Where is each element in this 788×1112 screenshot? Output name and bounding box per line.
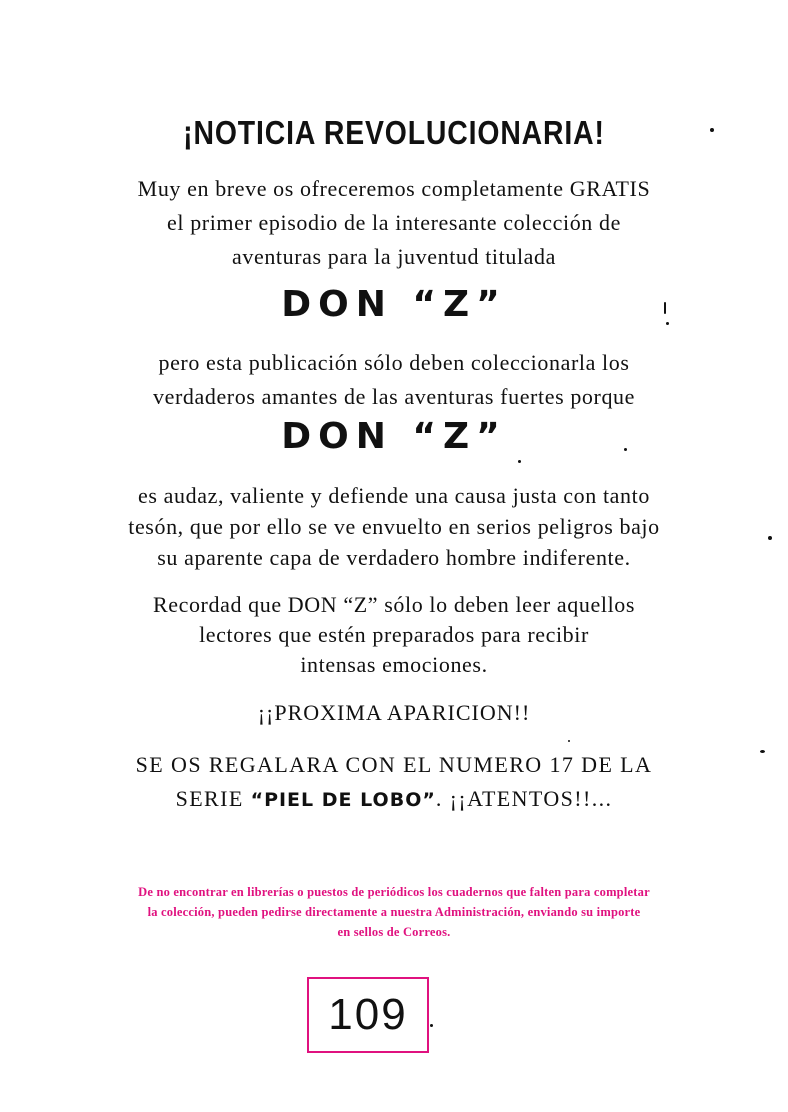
- intro-paragraph: [0, 172, 788, 274]
- announcement: ¡¡PROXIMA APARICION!!: [257, 700, 531, 725]
- description-line: su aparente capa de verdadero hombre indiferente.: [157, 545, 631, 570]
- print-speck: [430, 1024, 433, 1027]
- footer-notice: [0, 882, 788, 942]
- print-speck: [664, 302, 666, 314]
- intro-line: el primer episodio de la interesante colección de: [167, 210, 621, 235]
- description-line: tesón, que por ello se ve envuelto en serios peligros bajo: [128, 514, 660, 539]
- middle-paragraph: [0, 346, 788, 414]
- gift-line-2: [0, 782, 788, 816]
- notice-line: la colección, pueden pedirse directamente a nuestra Administración, enviando su importe: [147, 905, 641, 919]
- page-number-box: [307, 977, 429, 1053]
- print-speck: [666, 322, 669, 325]
- intro-line: aventuras para la juventud titulada: [232, 244, 556, 269]
- middle-line: verdaderos amantes de las aventuras fuertes porque: [152, 384, 636, 409]
- gift-line-1: SE OS REGALARA CON EL NUMERO 17 DE LA: [135, 752, 653, 777]
- warning-line: lectores que estén preparados para recibir: [199, 622, 589, 647]
- print-speck: [760, 750, 765, 753]
- headline: ¡NOTICIA REVOLUCIONARIA!: [183, 114, 605, 151]
- print-speck: [518, 460, 521, 463]
- print-speck: [768, 536, 772, 540]
- gift-suffix: . ¡¡ATENTOS!!...: [435, 786, 613, 811]
- intro-line: Muy en breve os ofreceremos completamente GRATIS: [137, 176, 651, 201]
- notice-line: De no encontrar en librerías o puestos de periódicos los cuadernos que falten para completar: [138, 885, 650, 899]
- page-number: 109: [328, 990, 408, 1039]
- gift-paragraph: [0, 748, 788, 816]
- middle-line: pero esta publicación sólo deben coleccionarla los: [158, 350, 630, 375]
- series-name: “PIEL DE LOBO”: [250, 789, 436, 811]
- notice-line: en sellos de Correos.: [337, 925, 451, 939]
- don-z-title: DON “Z”: [281, 284, 507, 325]
- warning-line: Recordad que DON “Z” sólo lo deben leer aquellos: [152, 592, 636, 617]
- warning-line: intensas emociones.: [300, 652, 488, 677]
- print-speck: [624, 448, 627, 451]
- gift-prefix: SERIE: [175, 786, 251, 811]
- don-z-title-repeat: DON “Z”: [281, 416, 507, 457]
- description-line: es audaz, valiente y defiende una causa justa con tanto: [138, 483, 650, 508]
- description-paragraph: [0, 480, 788, 573]
- print-speck: [568, 740, 570, 742]
- print-speck: [710, 128, 714, 132]
- warning-paragraph: [0, 590, 788, 680]
